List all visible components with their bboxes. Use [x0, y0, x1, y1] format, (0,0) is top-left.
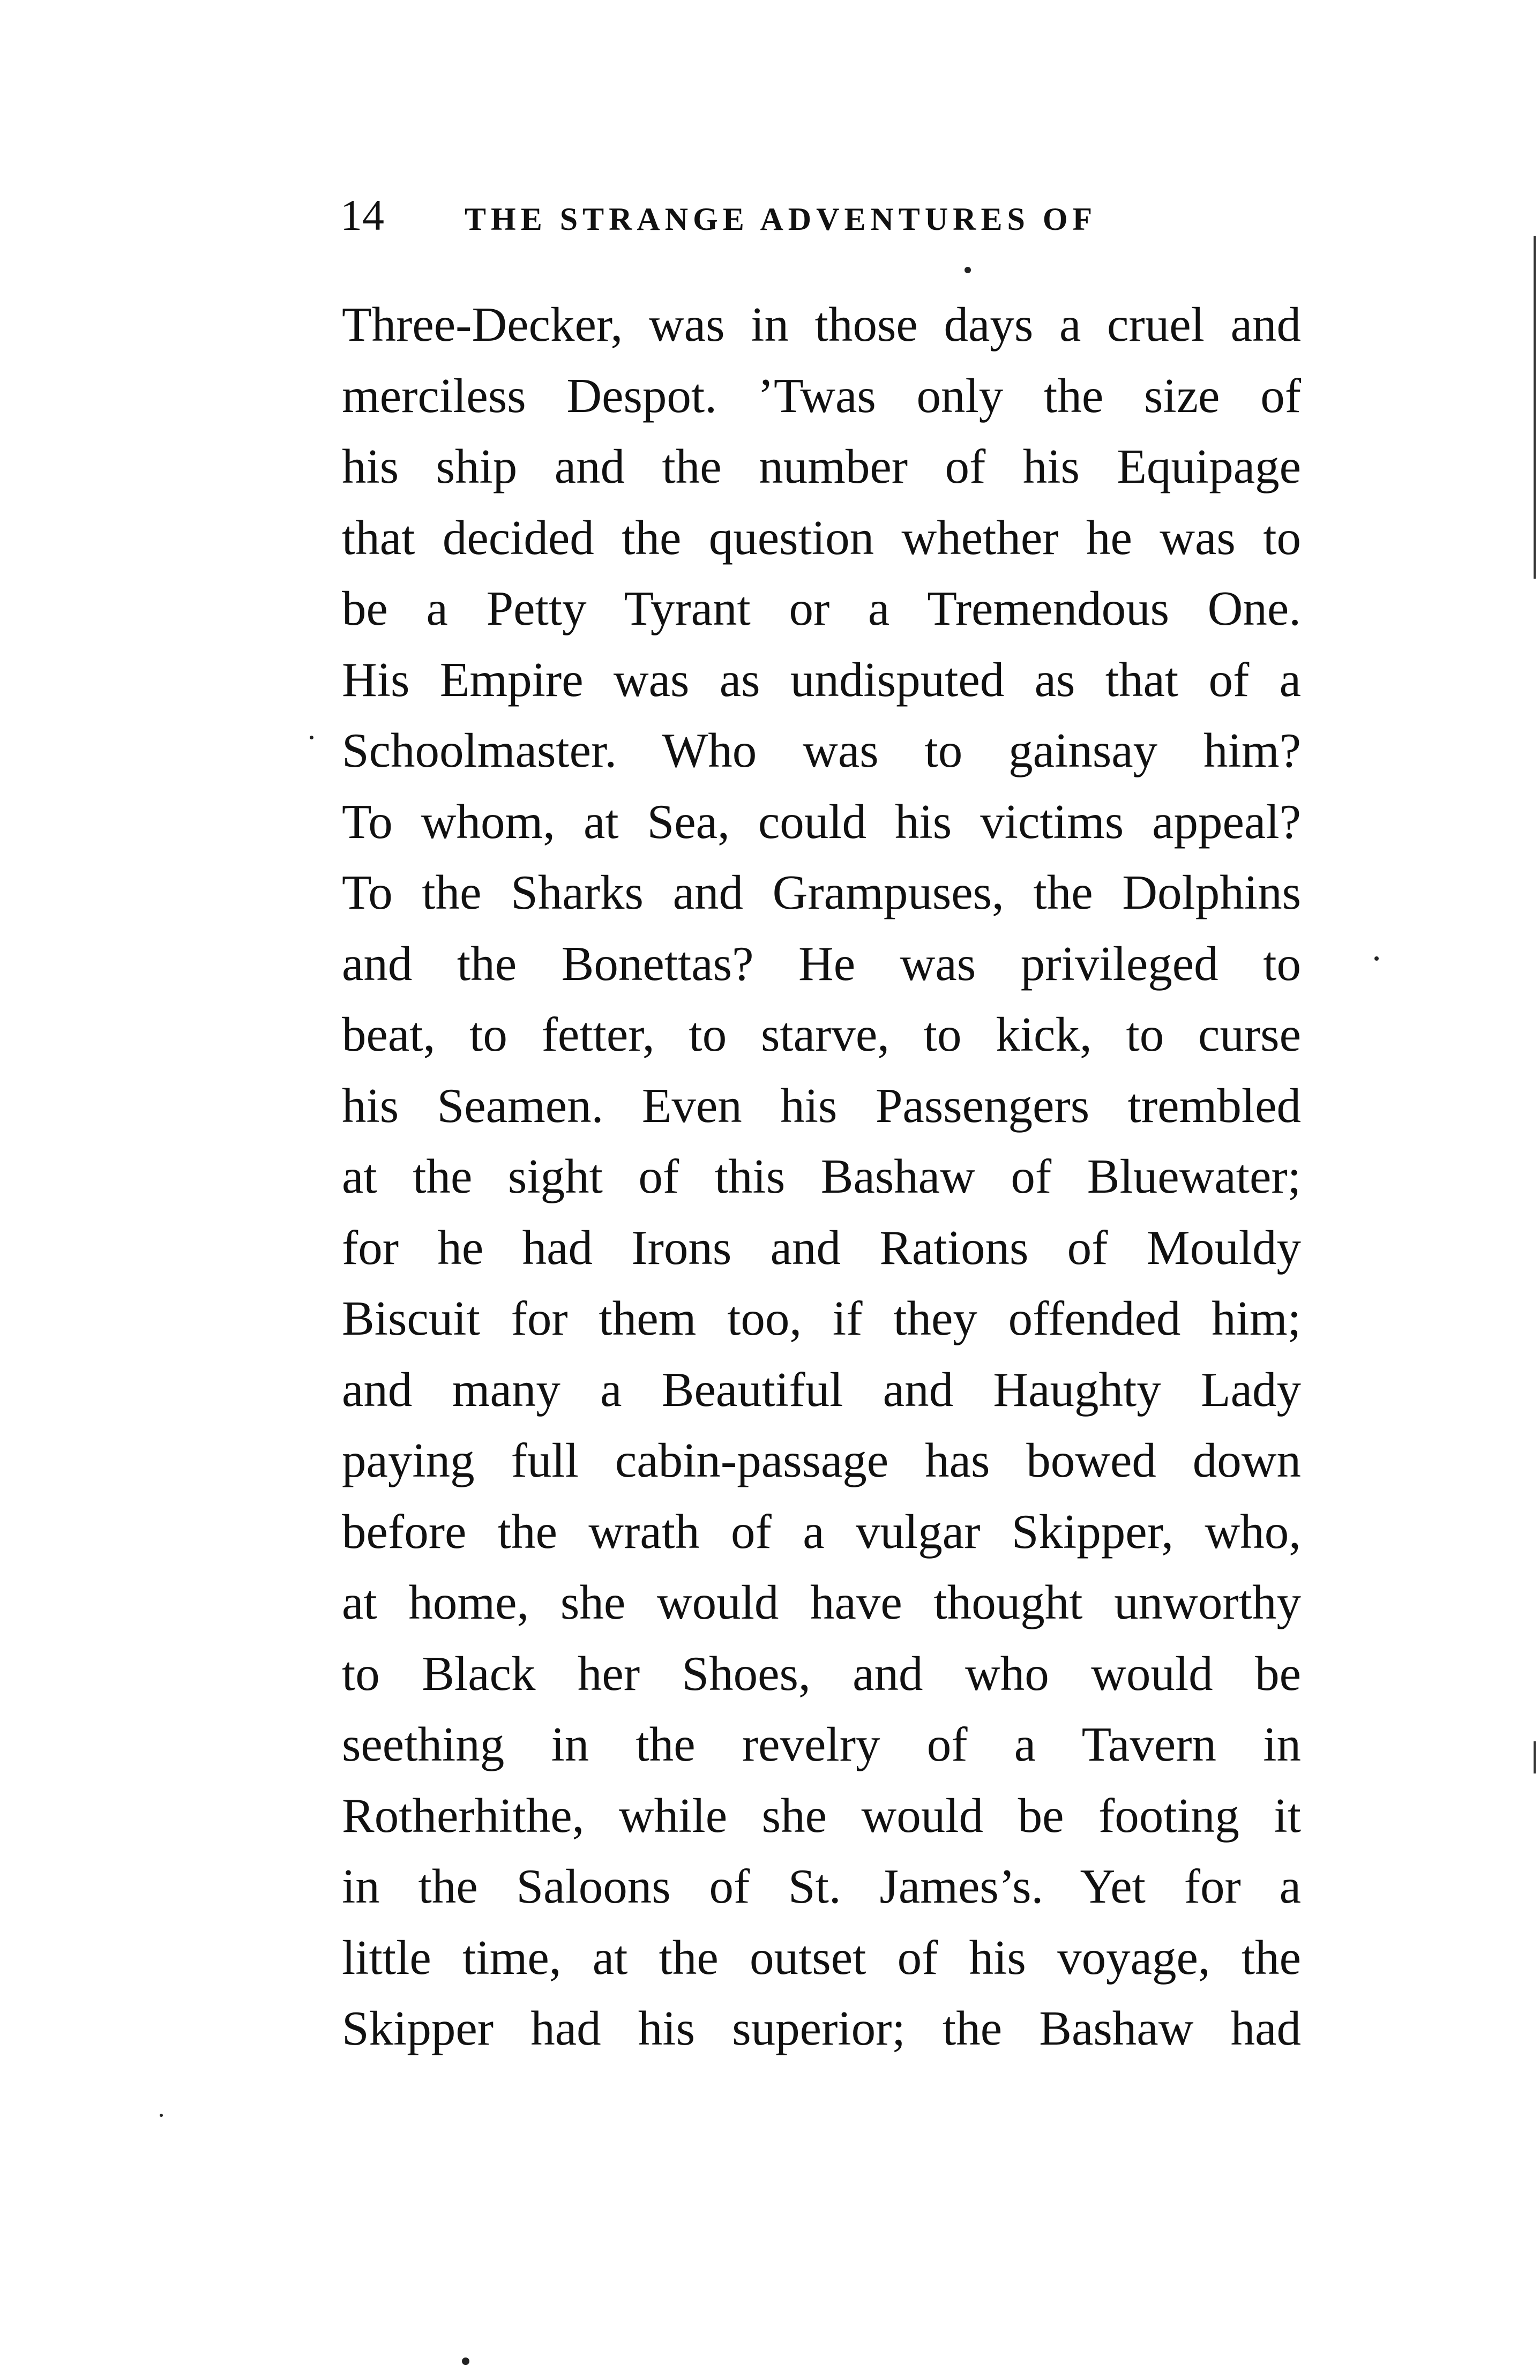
text-line: his Seamen. Even his Passengers trembled	[342, 1078, 1301, 1133]
text-line: and many a Beautiful and Haughty Lady	[342, 1362, 1301, 1417]
scan-speck	[310, 736, 313, 739]
text-line: that decided the question whether he was to	[342, 510, 1301, 565]
text-line: Rotherhithe, while she would be footing it	[342, 1788, 1301, 1843]
text-line: Schoolmaster. Who was to gainsay him?	[342, 723, 1301, 777]
scan-speck	[1374, 956, 1379, 961]
text-line: in the Saloons of St. James’s. Yet for a	[342, 1859, 1301, 1913]
scan-speck	[462, 2357, 469, 2365]
text-line: to Black her Shoes, and who would be	[342, 1646, 1301, 1701]
text-line: at the sight of this Bashaw of Bluewater;	[342, 1149, 1301, 1203]
text-line: be a Petty Tyrant or a Tremendous One.	[342, 581, 1301, 635]
text-line: His Empire was as undisputed as that of a	[342, 652, 1301, 707]
running-title: THE STRANGE ADVENTURES OF	[465, 201, 1097, 237]
text-line: at home, she would have thought unworthy	[342, 1575, 1301, 1629]
body-text	[342, 289, 1301, 2064]
text-line: paying full cabin-passage has bowed down	[342, 1433, 1301, 1487]
page-edge-mark	[1534, 236, 1536, 579]
text-line: and the Bonettas? He was privileged to	[342, 936, 1301, 991]
text-line: before the wrath of a vulgar Skipper, who,	[342, 1504, 1301, 1559]
text-line: his ship and the number of his Equipage	[342, 439, 1301, 493]
text-line: beat, to fetter, to starve, to kick, to curse	[342, 1007, 1301, 1061]
text-line: To the Sharks and Grampuses, the Dolphins	[342, 865, 1301, 919]
text-line: seething in the revelry of a Tavern in	[342, 1717, 1301, 1771]
text-line: little time, at the outset of his voyage, the	[342, 1930, 1301, 1985]
text-line: Skipper had his superior; the Bashaw had	[342, 2001, 1301, 2055]
scan-speck	[965, 267, 971, 273]
running-head	[340, 190, 1305, 255]
page-edge-mark	[1534, 1741, 1536, 1773]
text-line: merciless Despot. ’Twas only the size of	[342, 368, 1301, 423]
text-line: Three-Decker, was in those days a cruel and	[342, 297, 1301, 351]
text-line: To whom, at Sea, could his victims appeal?	[342, 794, 1301, 849]
page-number: 14	[340, 191, 384, 240]
scan-speck	[160, 2114, 163, 2117]
text-line: Biscuit for them too, if they offended him;	[342, 1291, 1301, 1345]
text-line: for he had Irons and Rations of Mouldy	[342, 1220, 1301, 1275]
